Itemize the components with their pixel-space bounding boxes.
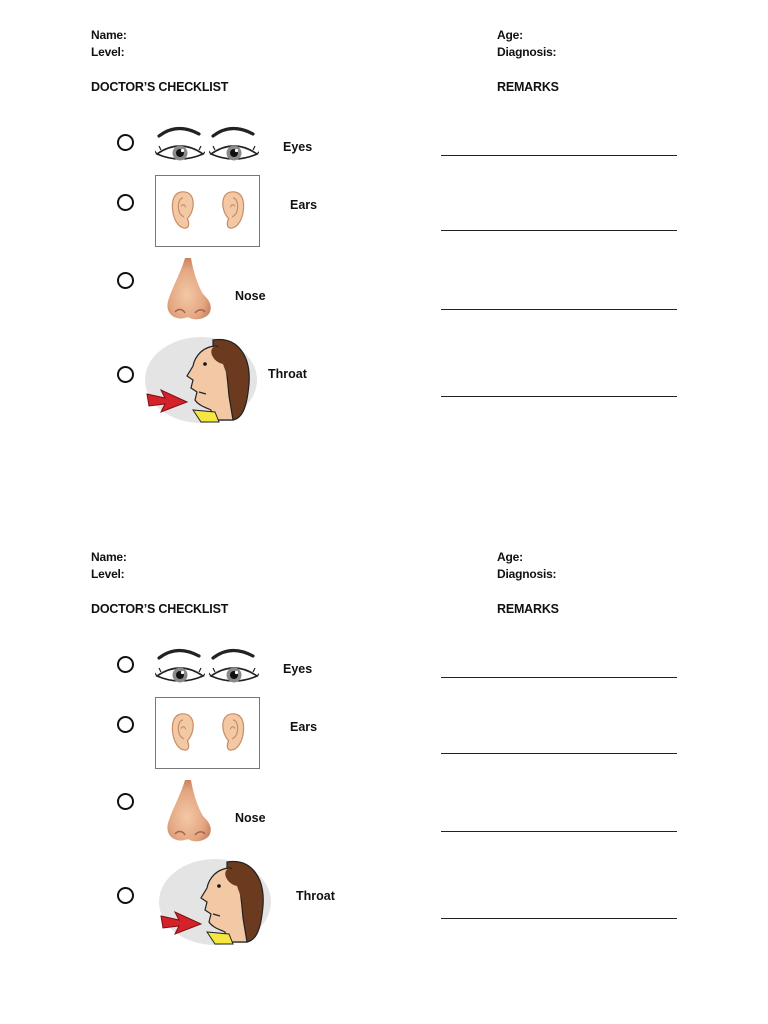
remarks-line-throat[interactable] <box>441 396 677 397</box>
nose-checkbox[interactable] <box>117 272 134 289</box>
age-label: Age: <box>497 28 523 42</box>
nose-icon <box>163 778 215 844</box>
remarks-line-ears[interactable] <box>441 230 677 231</box>
nose-checkbox[interactable] <box>117 793 134 810</box>
eyes-icon <box>155 644 259 688</box>
eyes-checkbox[interactable] <box>117 134 134 151</box>
item-label-ears: Ears <box>290 720 318 734</box>
ears-icon <box>155 175 260 247</box>
name-label: Name: <box>91 28 127 42</box>
diagnosis-label: Diagnosis: <box>497 45 557 59</box>
remarks-line-ears[interactable] <box>441 753 677 754</box>
checklist-form <box>0 0 768 500</box>
checklist-heading: DOCTOR’S CHECKLIST <box>91 602 229 616</box>
throat-icon <box>143 336 259 426</box>
throat-checkbox[interactable] <box>117 887 134 904</box>
remarks-line-throat[interactable] <box>441 918 677 919</box>
name-label: Name: <box>91 550 127 564</box>
diagnosis-label: Diagnosis: <box>497 567 557 581</box>
item-label-throat: Throat <box>268 367 307 381</box>
level-label: Level: <box>91 45 125 59</box>
checklist-heading: DOCTOR’S CHECKLIST <box>91 80 229 94</box>
throat-icon <box>157 858 273 948</box>
item-label-nose: Nose <box>235 289 266 303</box>
remarks-line-nose[interactable] <box>441 309 677 310</box>
item-label-eyes: Eyes <box>283 662 313 676</box>
remarks-line-eyes[interactable] <box>441 155 677 156</box>
item-label-throat: Throat <box>296 889 335 903</box>
nose-icon <box>163 256 215 322</box>
level-label: Level: <box>91 567 125 581</box>
remarks-line-nose[interactable] <box>441 831 677 832</box>
item-label-eyes: Eyes <box>283 140 313 154</box>
checklist-form <box>0 522 768 1022</box>
item-label-nose: Nose <box>235 811 266 825</box>
ears-icon <box>155 697 260 769</box>
throat-checkbox[interactable] <box>117 366 134 383</box>
ears-checkbox[interactable] <box>117 716 134 733</box>
ears-checkbox[interactable] <box>117 194 134 211</box>
item-label-ears: Ears <box>290 198 318 212</box>
remarks-line-eyes[interactable] <box>441 677 677 678</box>
remarks-heading: REMARKS <box>497 602 559 616</box>
remarks-heading: REMARKS <box>497 80 559 94</box>
age-label: Age: <box>497 550 523 564</box>
eyes-icon <box>155 122 259 166</box>
eyes-checkbox[interactable] <box>117 656 134 673</box>
